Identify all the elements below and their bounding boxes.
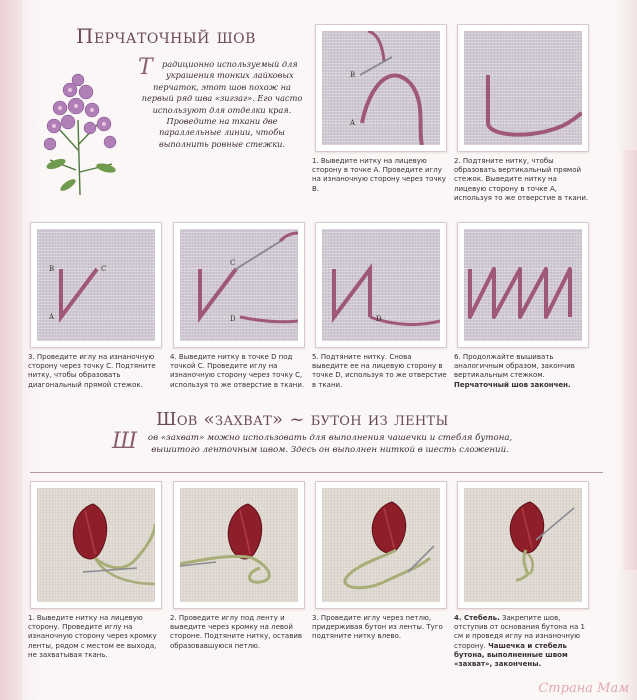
step-image-5 <box>315 222 447 348</box>
flower-illustration <box>30 60 130 195</box>
bud-step-caption-3: 3. Проведите иглу через петлю, придерживая бутон из ленты. Туго подтяните нитку влево. <box>312 614 443 641</box>
bud-step-image-3 <box>315 481 447 609</box>
page-edge <box>623 150 637 570</box>
section-title-glove-stitch: Перчаточный шов <box>76 24 256 48</box>
svg-text:B: B <box>49 265 55 273</box>
step-image-6 <box>457 222 589 348</box>
section-intro-capture-stitch: Ш ов «захват» можно использовать для выполнения чашечки и стебля бутона, вышитого ленточным швом. Здесь он выполнен ниткой в шесть сложений. <box>112 429 513 455</box>
svg-text:D: D <box>376 315 382 323</box>
step-caption-2: 2. Подтяните нитку, чтобы образовать вертикальный прямой стежок. Выведите нитку на лицевую сторону в точке A, используя то же отверстие в ткани. <box>454 157 589 202</box>
step-image-2 <box>457 24 589 152</box>
step-caption-5: 5. Подтяните нитку. Снова выведите ее на лицевую сторону в точке D, используя то же отверстие в ткани. <box>312 353 447 389</box>
step-caption-3: 3. Проведите иглу на изнаночную сторону через точку C. Подтяните нитку, чтобы образовать диагональный прямой стежок. <box>28 353 156 389</box>
step-caption-4: 4. Выведите нитку в точке D под точкой C. Проведите иглу на изнаночную сторону через точку C, используя то же отверстие в ткани. <box>170 353 305 389</box>
section-divider <box>30 472 603 473</box>
page-spine <box>0 0 22 700</box>
section-intro-glove-stitch: Т радиционно используемый для украшения тонких лайковых перчаток, этот шов похож на первый ряд шва «зигзаг». Его часто используют для отделки края. Проведите на ткани две параллельные линии, чтобы выполнить ровные стежки. <box>138 55 303 149</box>
site-watermark: Страна Мам <box>538 681 629 696</box>
step-caption-6: 6. Продолжайте вышивать аналогичным образом, закончив вертикальным стежком. Перчаточный шов закончен. <box>454 353 575 389</box>
bud-step-caption-2: 2. Проведите иглу под ленту и выведите через кромку на левой стороне. Подтяните нитку, оставив образовавшуюся петлю. <box>170 614 303 650</box>
drop-cap: Т <box>138 55 153 80</box>
bud-step-caption-4: 4. Стебель. Закрепите шов, отступив от основания бутона на 1 см и проведя иглу на изнаночную сторону. Чашечка и стебель бутона, выполненные швом «захват», закончены. <box>454 614 585 669</box>
section-title-capture-stitch: Шов «захват» ~ бутон из ленты <box>156 409 449 430</box>
bud-step-image-2 <box>173 481 305 609</box>
svg-text:A: A <box>49 313 55 321</box>
svg-text:C: C <box>230 259 236 267</box>
step-image-4 <box>173 222 305 348</box>
svg-text:B: B <box>350 71 356 79</box>
step-caption-1: 1. Выведите нитку на лицевую сторону в точке A. Проведите иглу на изнаночную сторону через точку B. <box>312 157 446 193</box>
drop-cap: Ш <box>112 429 138 454</box>
svg-text:D: D <box>230 315 236 323</box>
bud-step-image-4 <box>457 481 589 609</box>
svg-text:C: C <box>101 265 107 273</box>
step-image-1 <box>315 24 447 152</box>
svg-text:A: A <box>350 119 356 127</box>
bud-step-caption-1: 1. Выведите нитку на лицевую сторону. Проведите иглу на изнаночную сторону через кромку ленты, рядом с местом ее выхода, не захватывая ткань. <box>28 614 157 659</box>
step-image-3 <box>30 222 162 348</box>
bud-step-image-1 <box>30 481 162 609</box>
